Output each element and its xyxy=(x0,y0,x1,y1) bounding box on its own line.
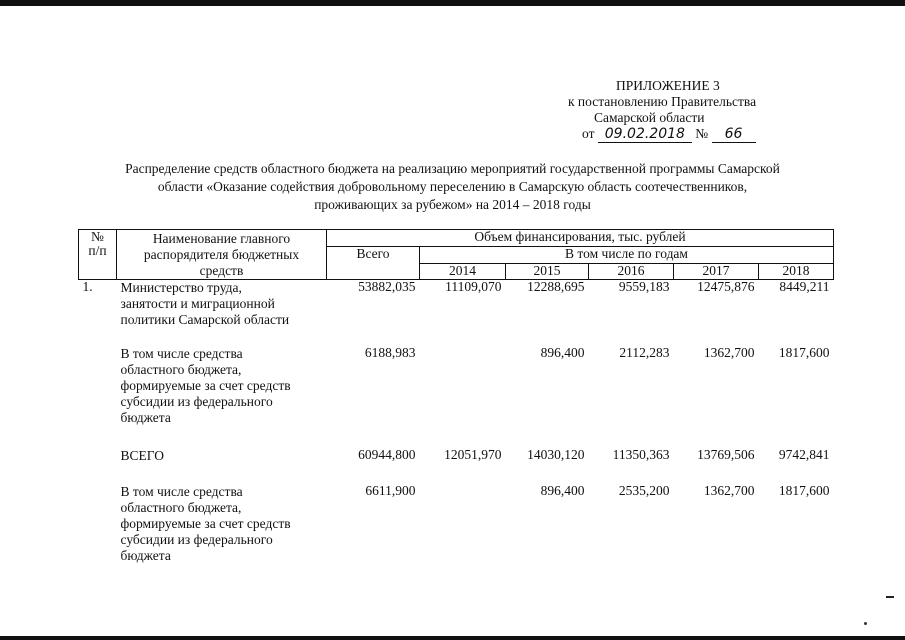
row-name-line: формируемые за счет средств xyxy=(120,377,291,393)
table-row xyxy=(79,484,834,576)
scan-dot xyxy=(864,622,867,625)
title-line-3: проживающих за рубежом» на 2014 – 2018 годы xyxy=(314,197,591,212)
appendix-title: ПРИЛОЖЕНИЕ 3 xyxy=(616,78,720,93)
row-2018: 9742,841 xyxy=(778,446,830,462)
row-2014: 11109,070 xyxy=(445,279,502,294)
row-name-line: областного бюджета, xyxy=(120,361,242,377)
row-2015: 896,400 xyxy=(540,344,585,360)
row-2016: 2535,200 xyxy=(618,482,670,498)
header-year: 2015 xyxy=(506,264,589,280)
row-2018: 8449,211 xyxy=(779,279,830,294)
row-total: 6611,900 xyxy=(365,482,416,498)
appendix-date-line xyxy=(560,126,820,143)
row-name-line: политики Самарской области xyxy=(120,312,290,327)
row-name-line: формируемые за счет средств xyxy=(120,515,291,531)
row-name-line: занятости и миграционной xyxy=(120,296,275,311)
row-total: 60944,800 xyxy=(358,446,416,462)
title-line-2: области «Оказание содействия добровольному переселению в Самарскую область соотечественников, xyxy=(157,179,748,194)
handwritten-number: 66 xyxy=(712,126,756,143)
row-name-line: В том числе средства xyxy=(120,483,243,499)
row-name-line: субсидии из федерального xyxy=(120,393,273,409)
header-num-line2: п/п xyxy=(88,243,107,258)
row-2017: 13769,506 xyxy=(697,446,755,462)
row-num xyxy=(79,484,117,576)
row-name xyxy=(117,280,327,346)
row-total: 53882,035 xyxy=(358,279,416,294)
header-year: 2018 xyxy=(759,264,834,280)
row-name-line: В том числе средства xyxy=(120,345,243,361)
from-label: от xyxy=(582,126,595,141)
row-name xyxy=(117,346,327,448)
row-2015: 14030,120 xyxy=(527,446,585,462)
table-row xyxy=(79,280,834,346)
header-num-line1: № xyxy=(91,229,104,244)
row-2014 xyxy=(420,484,506,576)
row-name-line: бюджета xyxy=(120,547,171,563)
appendix-block xyxy=(560,78,820,143)
row-2017: 1362,700 xyxy=(703,344,755,360)
top-border xyxy=(0,0,905,6)
header-name-line3: средств xyxy=(199,263,244,278)
appendix-resolution: к постановлению Правительства xyxy=(568,94,757,109)
bottom-border xyxy=(0,636,905,640)
row-num xyxy=(79,346,117,448)
row-name xyxy=(117,484,327,576)
scan-mark xyxy=(886,596,894,598)
table-row xyxy=(79,448,834,484)
header-num xyxy=(79,230,117,280)
row-2017: 12475,876 xyxy=(697,279,755,294)
row-num: 1. xyxy=(82,279,93,294)
header-by-years: В том числе по годам xyxy=(420,247,834,264)
row-name xyxy=(117,448,327,484)
row-2017: 1362,700 xyxy=(703,482,755,498)
row-2015: 896,400 xyxy=(540,482,585,498)
handwritten-date: 09.02.2018 xyxy=(598,126,692,143)
document-title xyxy=(70,160,835,214)
row-2016: 2112,283 xyxy=(619,344,670,360)
header-name-line1: Наименование главного xyxy=(152,231,291,246)
row-2014: 12051,970 xyxy=(444,446,502,462)
row-num xyxy=(79,448,117,484)
row-2016: 9559,183 xyxy=(618,279,670,294)
row-2018: 1817,600 xyxy=(778,482,830,498)
row-2016: 11350,363 xyxy=(612,446,670,462)
header-year: 2017 xyxy=(674,264,759,280)
header-name xyxy=(117,230,327,280)
row-name-line: областного бюджета, xyxy=(120,499,242,515)
header-funding: Объем финансирования, тыс. рублей xyxy=(327,230,834,247)
table-row xyxy=(79,346,834,448)
row-name-line: бюджета xyxy=(120,409,171,425)
header-name-line2: распорядителя бюджетных xyxy=(143,247,300,262)
row-total: 6188,983 xyxy=(364,344,416,360)
row-2014 xyxy=(420,346,506,448)
header-year: 2014 xyxy=(420,264,506,280)
header-total: Всего xyxy=(327,247,420,280)
row-name-line: Министерство труда, xyxy=(120,280,242,295)
row-2015: 12288,695 xyxy=(527,279,585,294)
row-name-line: субсидии из федерального xyxy=(120,531,273,547)
row-2018: 1817,600 xyxy=(778,344,830,360)
row-name-line: ВСЕГО xyxy=(120,447,164,463)
header-year: 2016 xyxy=(589,264,674,280)
appendix-region: Самарской области xyxy=(594,110,705,125)
budget-table xyxy=(78,229,834,576)
number-label: № xyxy=(695,126,709,141)
title-line-1: Распределение средств областного бюджета на реализацию мероприятий государственной программы Самарской xyxy=(125,161,780,176)
